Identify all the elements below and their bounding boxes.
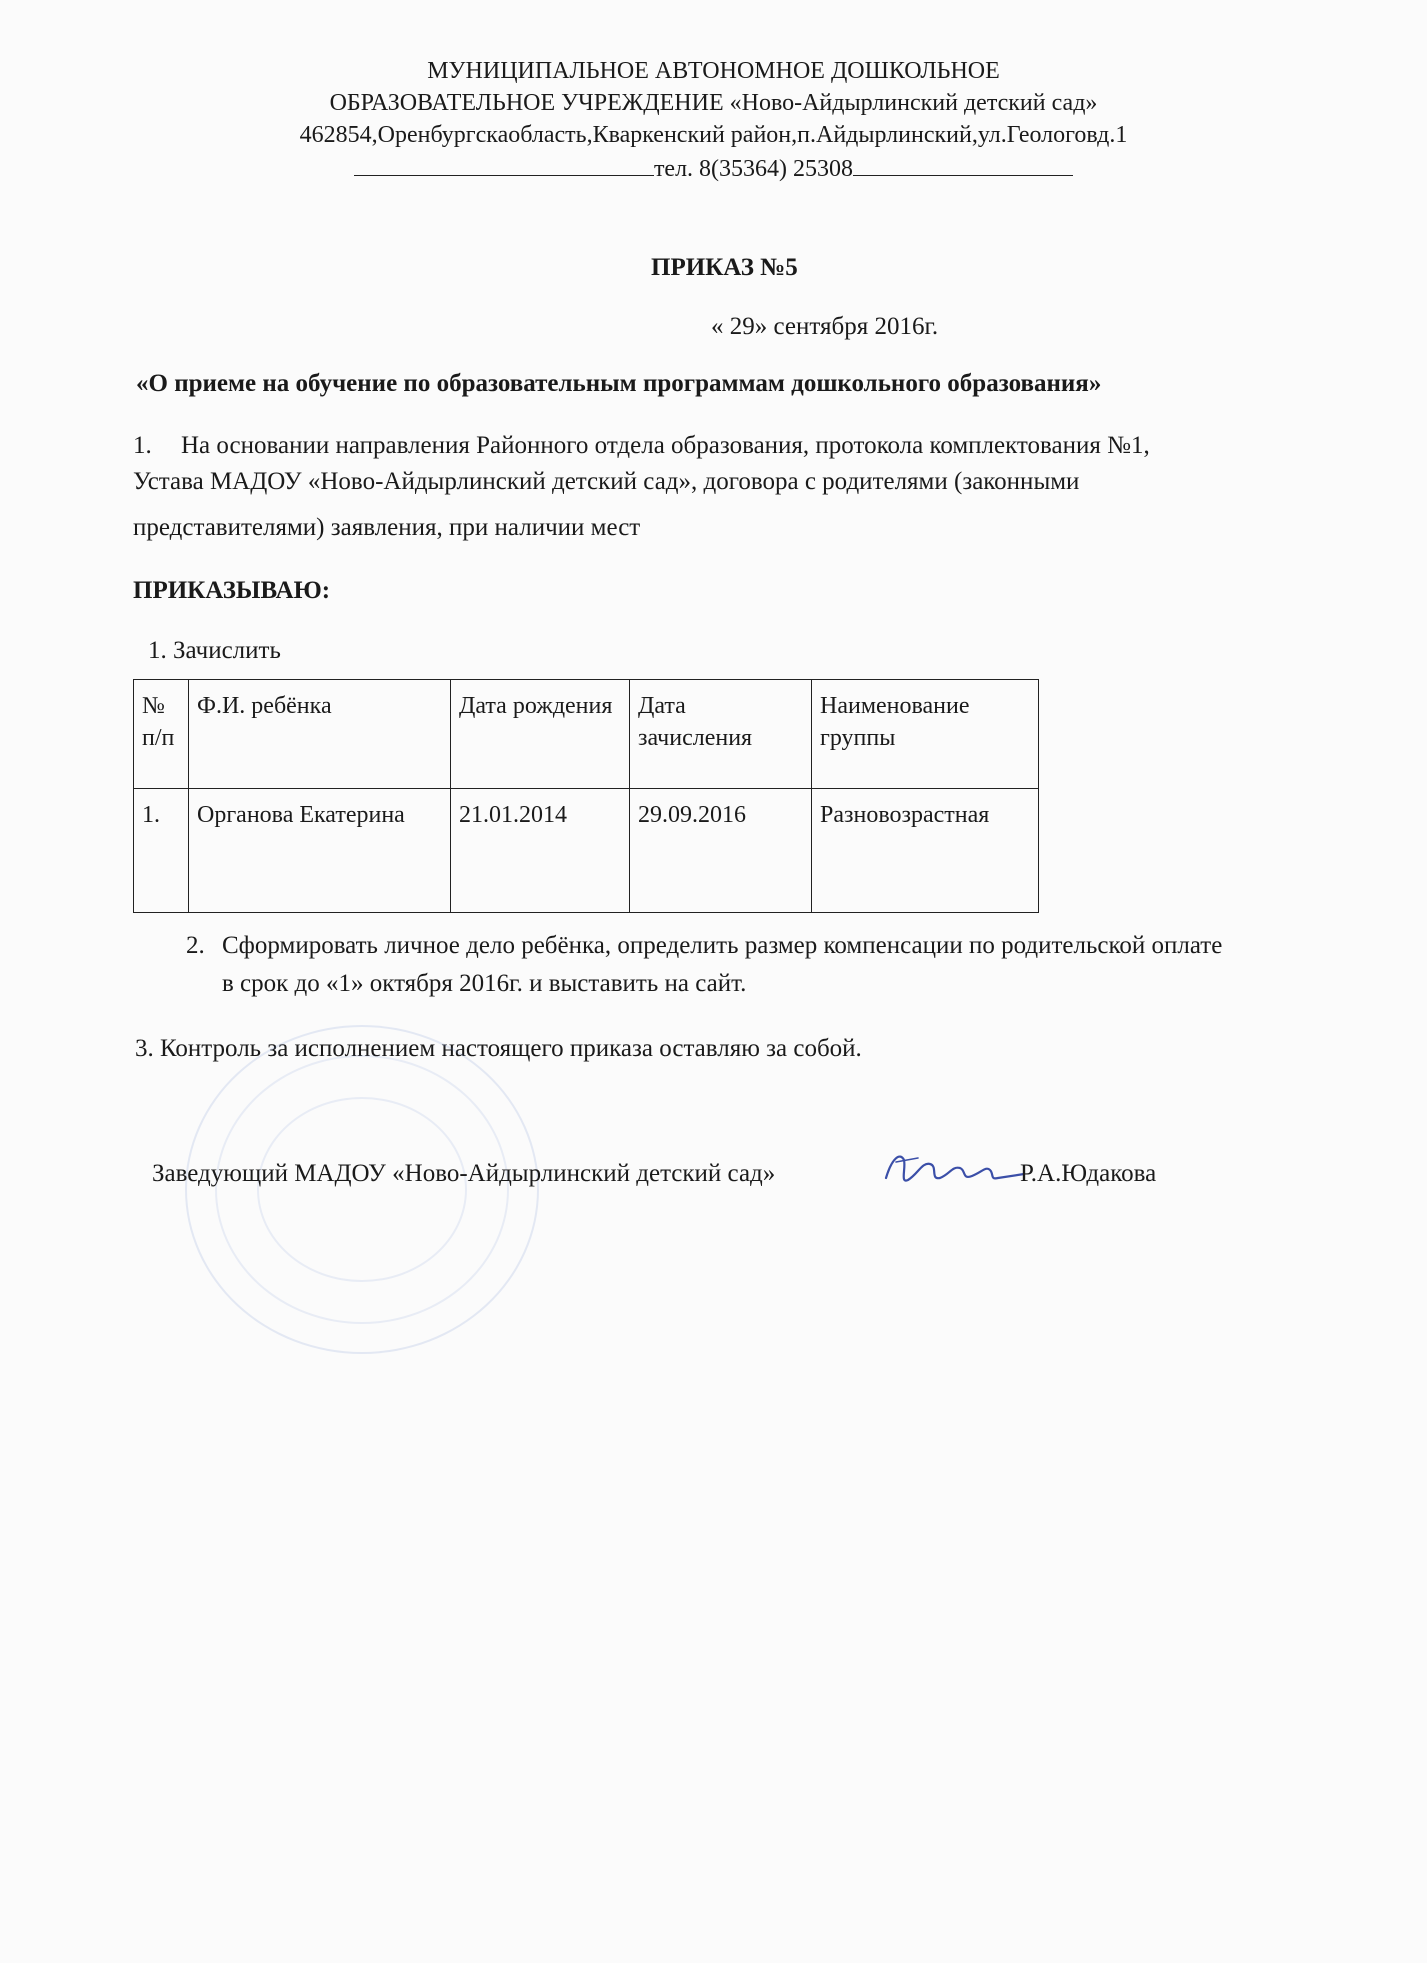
item-3: 3. Контроль за исполнением настоящего приказа оставляю за собой. — [135, 1035, 862, 1062]
cell-birth-date: 21.01.2014 — [451, 789, 630, 913]
basis-line-2: Устава МАДОУ «Ново-Айдырлинский детский сад», договора с родителями (законными — [133, 468, 1080, 495]
header-line-2: ОБРАЗОВАТЕЛЬНОЕ УЧРЕЖДЕНИЕ «Ново-Айдырлинский детский сад» — [329, 90, 1098, 116]
header-number: № п/п — [134, 680, 189, 789]
header-birth-date: Дата рождения — [451, 680, 630, 789]
cell-group-name: Разновозрастная — [812, 789, 1039, 913]
cell-enroll-date: 29.09.2016 — [630, 789, 812, 913]
underline-right — [853, 175, 1073, 176]
basis-line-3: представителями) заявления, при наличии мест — [133, 514, 641, 541]
official-stamp — [185, 1025, 539, 1354]
item-2-number: 2. — [186, 932, 205, 959]
signature-position: Заведующий МАДОУ «Ново-Айдырлинский детский сад» — [152, 1160, 776, 1187]
header-phone-line — [0, 156, 1427, 183]
cell-number: 1. — [134, 789, 189, 913]
item-2-line-1: Сформировать личное дело ребёнка, определить размер компенсации по родительской оплате — [222, 932, 1223, 959]
table-header-row — [134, 680, 1039, 789]
signature-name: Р.А.Юдакова — [1020, 1160, 1157, 1187]
underline-left — [354, 175, 654, 176]
header-line-1: МУНИЦИПАЛЬНОЕ АВТОНОМНОЕ ДОШКОЛЬНОЕ — [427, 58, 1000, 84]
handwritten-signature — [878, 1140, 1028, 1200]
item-1: 1. Зачислить — [148, 637, 281, 664]
basis-number: 1. — [133, 432, 152, 459]
enrollment-table — [133, 679, 1039, 913]
table-row — [134, 789, 1039, 913]
command-heading: ПРИКАЗЫВАЮ: — [133, 577, 331, 604]
header-child-name: Ф.И. ребёнка — [189, 680, 451, 789]
cell-child-name: Органова Екатерина — [189, 789, 451, 913]
order-date: « 29» сентября 2016г. — [711, 313, 939, 340]
header-group-name: Наименование группы — [812, 680, 1039, 789]
header-enroll-date: Дата зачисления — [630, 680, 812, 789]
header-phone: тел. 8(35364) 25308 — [653, 156, 854, 182]
order-title: ПРИКАЗ №5 — [651, 254, 798, 281]
order-subject: «О приеме на обучение по образовательным программам дошкольного образования» — [136, 370, 1102, 397]
basis-line-1: На основании направления Районного отдела образования, протокола комплектования №1, — [181, 432, 1150, 459]
header-line-3: 462854,Оренбургскаобласть,Кваркенский район,п.Айдырлинский,ул.Геологовд.1 — [299, 122, 1128, 148]
item-2-line-2: в срок до «1» октября 2016г. и выставить на сайт. — [222, 970, 747, 997]
